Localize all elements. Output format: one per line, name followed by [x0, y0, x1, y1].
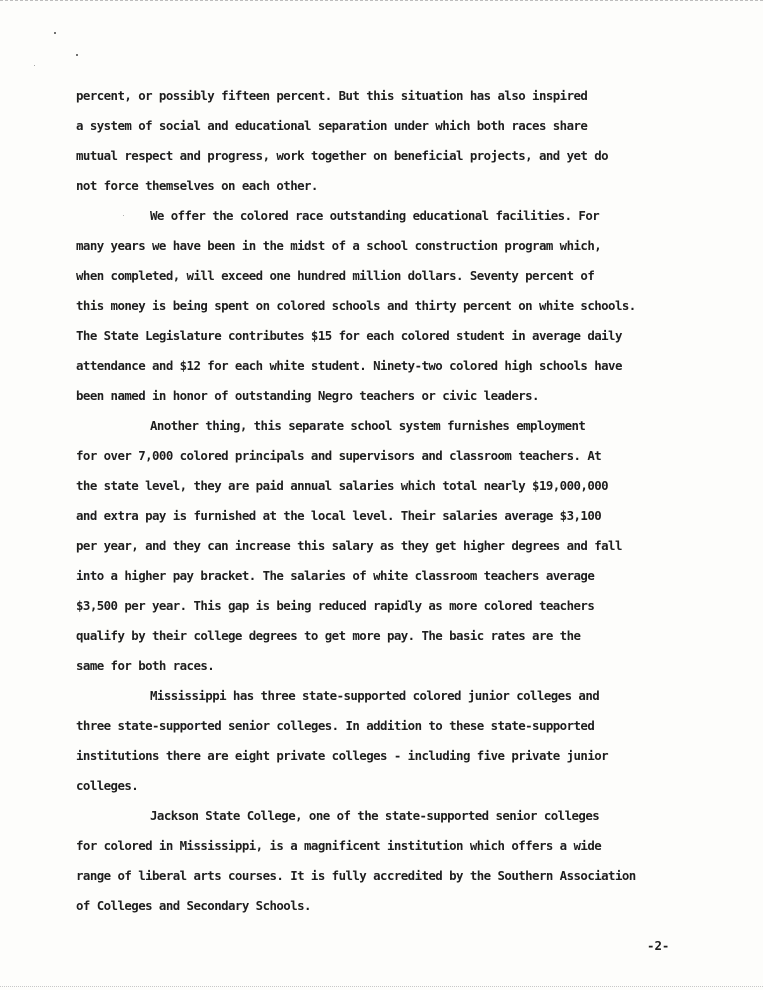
text-line: Mississippi has three state-supported colored junior colleges and [150, 688, 600, 703]
text-line: Another thing, this separate school system furnishes employment [150, 418, 586, 433]
text-line: a system of social and educational separation under which both races share [76, 118, 588, 133]
text-line: been named in honor of outstanding Negro teachers or civic leaders. [76, 388, 539, 403]
text-line: attendance and $12 for each white student. Ninety-two colored high schools have [76, 358, 622, 373]
text-line: We offer the colored race outstanding educational facilities. For [150, 208, 600, 223]
text-line: of Colleges and Secondary Schools. [76, 898, 311, 913]
text-line: institutions there are eight private colleges - including five private junior [76, 748, 609, 763]
scan-speck [54, 32, 56, 34]
body-text [76, 85, 716, 925]
text-line: not force themselves on each other. [76, 178, 318, 193]
text-line: percent, or possibly fifteen percent. But this situation has also inspired [76, 88, 588, 103]
text-line: colleges. [76, 778, 139, 793]
text-line: and extra pay is furnished at the local level. Their salaries average $3,100 [76, 508, 602, 523]
text-line: into a higher pay bracket. The salaries of white classroom teachers average [76, 568, 595, 583]
text-line: range of liberal arts courses. It is fully accredited by the Southern Association [76, 868, 636, 883]
scan-speck [76, 54, 78, 56]
text-line: per year, and they can increase this salary as they get higher degrees and fall [76, 538, 622, 553]
text-line: mutual respect and progress, work together on beneficial projects, and yet do [76, 148, 609, 163]
text-line: when completed, will exceed one hundred million dollars. Seventy percent of [76, 268, 595, 283]
text-line: many years we have been in the midst of a school construction program which, [76, 238, 602, 253]
text-line: same for both races. [76, 658, 215, 673]
text-line: for colored in Mississippi, is a magnificent institution which offers a wide [76, 838, 602, 853]
text-line: three state-supported senior colleges. In addition to these state-supported [76, 718, 595, 733]
bottom-edge-line [0, 986, 763, 987]
page-number: -2- [647, 938, 670, 953]
top-edge-line [0, 0, 763, 1]
text-line: this money is being spent on colored schools and thirty percent on white schools. [76, 298, 636, 313]
text-line: Jackson State College, one of the state-supported senior colleges [150, 808, 600, 823]
text-line: $3,500 per year. This gap is being reduced rapidly as more colored teachers [76, 598, 595, 613]
scan-speck [34, 65, 35, 66]
text-line: the state level, they are paid annual salaries which total nearly $19,000,000 [76, 478, 609, 493]
text-line: qualify by their college degrees to get more pay. The basic rates are the [76, 628, 581, 643]
text-line: for over 7,000 colored principals and supervisors and classroom teachers. At [76, 448, 602, 463]
text-line: The State Legislature contributes $15 for each colored student in average daily [76, 328, 622, 343]
